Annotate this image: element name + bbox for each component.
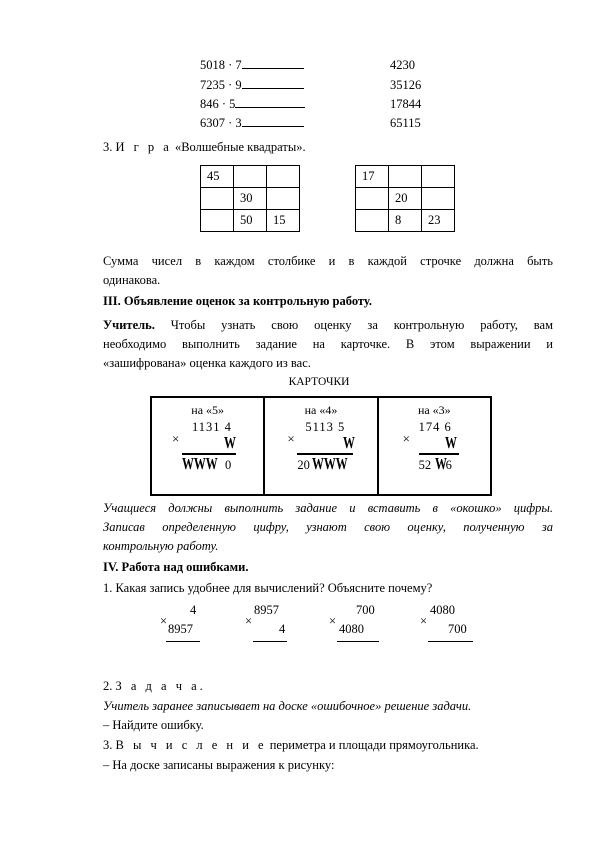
cards-box xyxy=(150,396,492,496)
square-cell: 23 xyxy=(422,210,455,232)
underline xyxy=(428,641,473,642)
game-heading: 3. И г р а «Волшебные квадраты». xyxy=(103,140,306,154)
card-multiplicand: 174 6 xyxy=(418,420,452,434)
exercise-answer: 65115 xyxy=(390,116,421,130)
square-cell: 30 xyxy=(234,188,267,210)
square-cell xyxy=(234,166,267,188)
teacher-text-line: Учитель. Чтобы узнать свою оценку за контрольную работу, вам xyxy=(103,318,553,332)
teacher-text-line: «зашифрована» оценка каждого из вас. xyxy=(103,356,311,370)
card-result-digit: 0 xyxy=(225,458,232,472)
students-text-line: Учащиеся должны выполнить задание и вставить в «окошко» цифры. xyxy=(103,501,553,515)
exercise-row: 6307 · 3 xyxy=(200,116,304,131)
square-cell: 15 xyxy=(267,210,300,232)
multiply-sign: × xyxy=(245,614,253,628)
cipher-glyph: WWW xyxy=(312,454,349,473)
teacher-board-text: Учитель заранее записывает на доске «ошибочное» решение задачи. xyxy=(103,699,472,713)
students-text-line: контрольную работу. xyxy=(103,539,219,553)
students-text-line: Записав определенную цифру, узнают свою оценку, полученную за xyxy=(103,520,553,534)
square-cell xyxy=(356,188,389,210)
cipher-glyph: W xyxy=(343,433,356,452)
magic-square-2 xyxy=(355,165,455,232)
square-cell xyxy=(356,210,389,232)
board-expressions-text: – На доске записаны выражения к рисунку: xyxy=(103,758,335,772)
card-multiplicand: 5113 5 xyxy=(305,420,346,434)
cipher-glyph: W xyxy=(444,433,457,452)
square-cell: 17 xyxy=(356,166,389,188)
section-3-heading: III. Объявление оценок за контрольную работу. xyxy=(103,294,373,308)
magic-square-1 xyxy=(200,165,300,232)
cipher-glyph: WWW xyxy=(182,454,218,473)
card-grade-4 xyxy=(263,398,376,494)
teacher-text-line: необходимо выполнить задание на карточке. В этом выражении и xyxy=(103,337,553,351)
exercise-row: 846 · 5 xyxy=(200,97,305,112)
card-title: на «4» xyxy=(304,403,338,417)
card-title: на «3» xyxy=(417,403,451,417)
card-result-digit: 20 xyxy=(297,458,310,472)
exercise-answer: 35126 xyxy=(390,78,422,92)
square-cell xyxy=(389,166,422,188)
underline xyxy=(166,641,200,642)
card-grade-3 xyxy=(377,398,490,494)
card-result-digit: 6 xyxy=(445,458,452,472)
card-result-digit: 52 xyxy=(418,458,432,472)
section-4-heading: IV. Работа над ошибками. xyxy=(103,560,249,574)
multiply-sign: × xyxy=(402,431,410,446)
square-cell xyxy=(201,188,234,210)
square-cell: 50 xyxy=(234,210,267,232)
cipher-glyph: W xyxy=(434,454,447,473)
cards-title: КАРТОЧКИ xyxy=(288,376,350,388)
square-cell xyxy=(201,210,234,232)
multiply-sign: × xyxy=(160,614,168,628)
card-multiplicand: 1131 4 xyxy=(192,420,232,434)
multiply-sign: × xyxy=(287,431,295,446)
multiply-sign: × xyxy=(172,431,180,446)
card-title: на «5» xyxy=(191,403,225,417)
square-cell: 8 xyxy=(389,210,422,232)
square-cell xyxy=(422,166,455,188)
cipher-glyph: W xyxy=(224,433,236,452)
question-1: 1. Какая запись удобнее для вычислений? Объясните почему? xyxy=(103,581,433,595)
find-error-text: – Найдите ошибку. xyxy=(103,718,204,732)
multiply-sign: × xyxy=(420,614,428,628)
exercise-row: 5018 · 7 xyxy=(200,58,304,73)
exercise-row: 7235 · 9 xyxy=(200,78,304,93)
square-cell xyxy=(267,166,300,188)
sum-text-line: одинакова. xyxy=(103,273,161,287)
item-3-heading: 3. В ы ч и с л е н и е периметра и площади прямоугольника. xyxy=(103,738,479,752)
exercise-answer: 4230 xyxy=(390,58,415,72)
square-cell xyxy=(422,188,455,210)
task-2-heading: 2. З а д а ч а. xyxy=(103,679,206,693)
sum-text-line: Сумма чисел в каждом столбике и в каждой строчке должна быть xyxy=(103,254,553,268)
square-cell: 45 xyxy=(201,166,234,188)
exercise-answer: 17844 xyxy=(390,97,422,111)
card-grade-5 xyxy=(152,398,263,494)
square-cell xyxy=(267,188,300,210)
underline xyxy=(253,641,287,642)
square-cell: 20 xyxy=(389,188,422,210)
underline xyxy=(337,641,379,642)
multiply-sign: × xyxy=(329,614,337,628)
